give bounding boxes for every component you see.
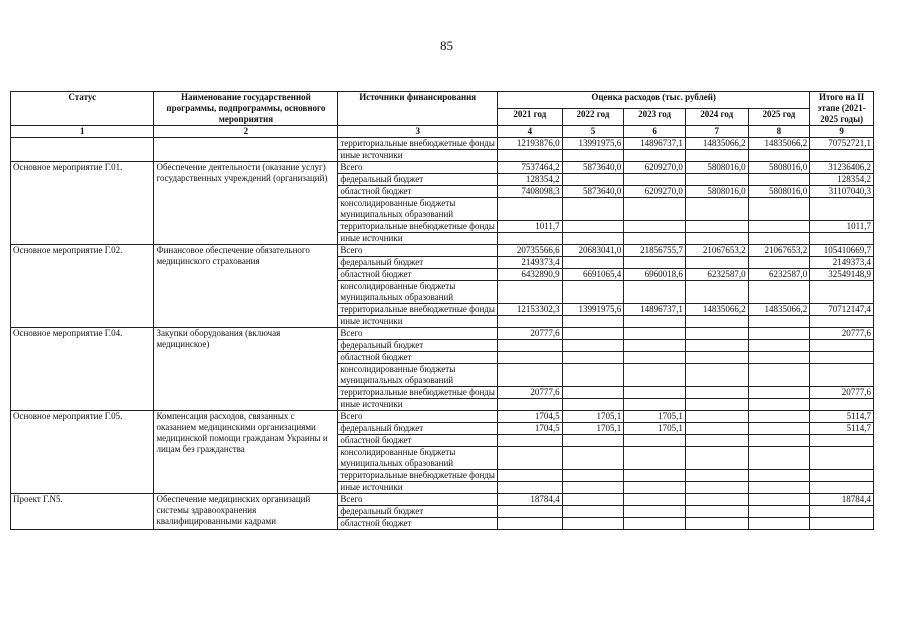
row-status: Основное мероприятие Г.01. <box>11 162 154 245</box>
year-value <box>748 506 810 518</box>
year-value: 13991975,6 <box>562 304 624 316</box>
year-value <box>748 257 810 269</box>
year-value <box>748 435 810 447</box>
year-value: 1704,5 <box>498 423 563 435</box>
funding-source: консолидированные бюджеты муниципальных образований <box>338 281 498 304</box>
total-value <box>810 506 874 518</box>
year-value <box>685 447 748 470</box>
year-value: 12193876,0 <box>498 138 563 150</box>
column-number: 2 <box>154 126 338 138</box>
year-value <box>562 387 624 399</box>
total-value <box>810 435 874 447</box>
table-row <box>11 494 874 506</box>
funding-source: Всего <box>338 411 498 423</box>
funding-source: территориальные внебюджетные фонды <box>338 221 498 233</box>
year-value <box>562 257 624 269</box>
year-value: 1705,1 <box>624 423 686 435</box>
funding-source: иные источники <box>338 150 498 162</box>
year-value <box>562 435 624 447</box>
funding-source: Всего <box>338 494 498 506</box>
column-number: 5 <box>562 126 624 138</box>
total-value <box>810 352 874 364</box>
year-value: 20777,6 <box>498 328 563 340</box>
row-status: Основное мероприятие Г.04. <box>11 328 154 411</box>
year-value: 20777,6 <box>498 387 563 399</box>
year-value <box>685 174 748 186</box>
year-value <box>685 387 748 399</box>
year-value: 6209270,0 <box>624 162 686 174</box>
year-value <box>498 399 563 411</box>
year-value <box>562 340 624 352</box>
table-row <box>11 162 874 174</box>
table-row <box>11 245 874 257</box>
funding-source: консолидированные бюджеты муниципальных образований <box>338 364 498 387</box>
total-value: 70712147,4 <box>810 304 874 316</box>
year-value: 6232587,0 <box>748 269 810 281</box>
year-value <box>562 506 624 518</box>
year-value <box>685 221 748 233</box>
total-value <box>810 399 874 411</box>
funding-source: областной бюджет <box>338 186 498 198</box>
year-value <box>498 364 563 387</box>
year-value: 12153302,3 <box>498 304 563 316</box>
year-value <box>748 411 810 423</box>
header-year: 2022 год <box>562 109 624 126</box>
year-value <box>624 233 686 245</box>
total-value: 70752721,1 <box>810 138 874 150</box>
year-value <box>685 423 748 435</box>
year-value <box>562 470 624 482</box>
year-value <box>685 411 748 423</box>
year-value <box>748 399 810 411</box>
year-value: 5808016,0 <box>748 162 810 174</box>
year-value <box>748 447 810 470</box>
year-value <box>748 482 810 494</box>
total-value: 32549148,9 <box>810 269 874 281</box>
year-value: 5808016,0 <box>748 186 810 198</box>
year-value: 14835066,2 <box>685 138 748 150</box>
total-value <box>810 198 874 221</box>
total-value <box>810 316 874 328</box>
year-value <box>624 352 686 364</box>
total-value <box>810 482 874 494</box>
year-value <box>498 447 563 470</box>
header-year: 2021 год <box>498 109 563 126</box>
year-value: 6432890,9 <box>498 269 563 281</box>
year-value <box>624 435 686 447</box>
row-status: Проект Г.N5. <box>11 494 154 530</box>
header-year: 2023 год <box>624 109 686 126</box>
header-estimate: Оценка расходов (тыс. рублей) <box>498 92 810 109</box>
year-value <box>562 352 624 364</box>
year-value: 1705,1 <box>624 411 686 423</box>
header-name: Наименование государственной программы, подпрограммы, основного мероприятия <box>154 92 338 126</box>
row-status <box>11 138 154 162</box>
total-value <box>810 364 874 387</box>
funding-source: федеральный бюджет <box>338 423 498 435</box>
year-value <box>624 328 686 340</box>
year-value: 14835066,2 <box>748 138 810 150</box>
total-value: 31107040,3 <box>810 186 874 198</box>
year-value: 6960018,6 <box>624 269 686 281</box>
total-value: 20777,6 <box>810 387 874 399</box>
year-value <box>748 150 810 162</box>
year-value <box>562 174 624 186</box>
year-value <box>748 352 810 364</box>
year-value: 2149373,4 <box>498 257 563 269</box>
year-value <box>624 506 686 518</box>
table-row <box>11 411 874 423</box>
table-body <box>11 138 874 530</box>
funding-source: Всего <box>338 328 498 340</box>
year-value <box>498 198 563 221</box>
column-number: 9 <box>810 126 874 138</box>
budget-table <box>10 91 874 530</box>
year-value <box>685 257 748 269</box>
year-value <box>748 423 810 435</box>
year-value: 14896737,1 <box>624 138 686 150</box>
year-value <box>562 233 624 245</box>
year-value <box>748 233 810 245</box>
year-value: 1011,7 <box>498 221 563 233</box>
year-value <box>748 387 810 399</box>
year-value <box>498 281 563 304</box>
total-value: 2149373,4 <box>810 257 874 269</box>
row-program-name: Обеспечение медицинских организаций системы здравоохранения квалифицированными кадрами <box>154 494 338 530</box>
column-number: 3 <box>338 126 498 138</box>
year-value <box>624 399 686 411</box>
year-value <box>498 340 563 352</box>
year-value <box>624 494 686 506</box>
header-year: 2024 год <box>685 109 748 126</box>
year-value: 14835066,2 <box>685 304 748 316</box>
year-value: 5873640,0 <box>562 186 624 198</box>
year-value <box>685 352 748 364</box>
year-value: 21067653,2 <box>748 245 810 257</box>
year-value <box>498 518 563 530</box>
total-value <box>810 340 874 352</box>
row-program-name <box>154 138 338 162</box>
funding-source: областной бюджет <box>338 269 498 281</box>
total-value: 105410669,7 <box>810 245 874 257</box>
header-year: 2025 год <box>748 109 810 126</box>
year-value <box>748 340 810 352</box>
year-value <box>685 518 748 530</box>
year-value <box>498 352 563 364</box>
column-number: 8 <box>748 126 810 138</box>
header-status: Статус <box>11 92 154 126</box>
year-value <box>624 257 686 269</box>
funding-source: областной бюджет <box>338 518 498 530</box>
total-value: 31236406,2 <box>810 162 874 174</box>
year-value <box>562 198 624 221</box>
year-value: 21067653,2 <box>685 245 748 257</box>
year-value <box>748 174 810 186</box>
total-value <box>810 518 874 530</box>
year-value: 18784,4 <box>498 494 563 506</box>
year-value <box>685 281 748 304</box>
column-number: 7 <box>685 126 748 138</box>
funding-source: иные источники <box>338 316 498 328</box>
total-value: 1011,7 <box>810 221 874 233</box>
row-program-name: Обеспечение деятельности (оказание услуг) государственных учреждений (организаций) <box>154 162 338 245</box>
year-value: 6232587,0 <box>685 269 748 281</box>
year-value <box>685 340 748 352</box>
year-value: 7408098,3 <box>498 186 563 198</box>
year-value: 20683041,0 <box>562 245 624 257</box>
year-value <box>748 316 810 328</box>
year-value <box>498 435 563 447</box>
total-value: 5114,7 <box>810 423 874 435</box>
total-value: 128354,2 <box>810 174 874 186</box>
total-value <box>810 281 874 304</box>
year-value <box>562 316 624 328</box>
year-value: 128354,2 <box>498 174 563 186</box>
year-value <box>685 150 748 162</box>
year-value <box>562 482 624 494</box>
funding-source: областной бюджет <box>338 435 498 447</box>
year-value <box>624 340 686 352</box>
year-value <box>685 482 748 494</box>
total-value <box>810 447 874 470</box>
header-total: Итого на II этапе (2021-2025 годы) <box>810 92 874 126</box>
year-value <box>562 447 624 470</box>
funding-source: иные источники <box>338 482 498 494</box>
year-value: 13991975,6 <box>562 138 624 150</box>
year-value <box>685 364 748 387</box>
year-value <box>685 316 748 328</box>
year-value <box>624 150 686 162</box>
year-value <box>624 447 686 470</box>
year-value <box>624 316 686 328</box>
year-value <box>624 364 686 387</box>
funding-source: федеральный бюджет <box>338 257 498 269</box>
year-value <box>498 482 563 494</box>
page-number: 85 <box>440 38 453 53</box>
funding-source: территориальные внебюджетные фонды <box>338 138 498 150</box>
year-value <box>562 518 624 530</box>
year-value: 1704,5 <box>498 411 563 423</box>
year-value: 14896737,1 <box>624 304 686 316</box>
year-value <box>748 281 810 304</box>
funding-source: территориальные внебюджетные фонды <box>338 304 498 316</box>
row-status: Основное мероприятие Г.05. <box>11 411 154 494</box>
year-value <box>498 470 563 482</box>
funding-source: консолидированные бюджеты муниципальных образований <box>338 198 498 221</box>
year-value <box>624 482 686 494</box>
year-value: 14835066,2 <box>748 304 810 316</box>
table-row <box>11 328 874 340</box>
funding-source: областной бюджет <box>338 352 498 364</box>
column-number: 4 <box>498 126 563 138</box>
year-value <box>562 494 624 506</box>
year-value <box>498 233 563 245</box>
year-value: 6691065,4 <box>562 269 624 281</box>
year-value <box>498 150 563 162</box>
year-value <box>685 399 748 411</box>
total-value <box>810 150 874 162</box>
year-value: 20735566,6 <box>498 245 563 257</box>
row-status: Основное мероприятие Г.02. <box>11 245 154 328</box>
funding-source: иные источники <box>338 233 498 245</box>
year-value <box>624 387 686 399</box>
year-value <box>685 506 748 518</box>
funding-source: федеральный бюджет <box>338 506 498 518</box>
year-value: 7537464,2 <box>498 162 563 174</box>
year-value <box>685 198 748 221</box>
year-value <box>748 328 810 340</box>
funding-source: федеральный бюджет <box>338 174 498 186</box>
year-value <box>748 364 810 387</box>
year-value <box>685 435 748 447</box>
year-value <box>562 221 624 233</box>
funding-source: иные источники <box>338 399 498 411</box>
year-value: 6209270,0 <box>624 186 686 198</box>
year-value <box>748 221 810 233</box>
total-value: 20777,6 <box>810 328 874 340</box>
year-value <box>685 328 748 340</box>
year-value <box>624 281 686 304</box>
funding-source: Всего <box>338 245 498 257</box>
total-value <box>810 470 874 482</box>
column-number: 6 <box>624 126 686 138</box>
year-value <box>624 174 686 186</box>
year-value: 5873640,0 <box>562 162 624 174</box>
year-value <box>748 518 810 530</box>
total-value <box>810 233 874 245</box>
funding-source: консолидированные бюджеты муниципальных образований <box>338 447 498 470</box>
year-value <box>748 494 810 506</box>
funding-source: Всего <box>338 162 498 174</box>
year-value <box>685 470 748 482</box>
year-value <box>562 399 624 411</box>
year-value: 5808016,0 <box>685 186 748 198</box>
year-value <box>748 198 810 221</box>
row-program-name: Компенсация расходов, связанных с оказанием медицинскими организациями медицинской помощи гражданам Украины и лицам без гражданства <box>154 411 338 494</box>
header-sources: Источники финансирования <box>338 92 498 126</box>
row-program-name: Финансовое обеспечение обязательного медицинского страхования <box>154 245 338 328</box>
column-number: 1 <box>11 126 154 138</box>
funding-source: территориальные внебюджетные фонды <box>338 470 498 482</box>
year-value <box>624 221 686 233</box>
year-value <box>498 316 563 328</box>
total-value: 5114,7 <box>810 411 874 423</box>
year-value <box>685 233 748 245</box>
year-value <box>562 150 624 162</box>
year-value <box>624 470 686 482</box>
year-value <box>562 281 624 304</box>
year-value: 1705,1 <box>562 423 624 435</box>
year-value <box>748 470 810 482</box>
table-row <box>11 138 874 150</box>
funding-source: территориальные внебюджетные фонды <box>338 387 498 399</box>
year-value <box>685 494 748 506</box>
total-value: 18784,4 <box>810 494 874 506</box>
year-value <box>624 518 686 530</box>
year-value <box>624 198 686 221</box>
row-program-name: Закупки оборудования (включая медицинское) <box>154 328 338 411</box>
year-value: 21856755,7 <box>624 245 686 257</box>
year-value <box>562 364 624 387</box>
year-value: 1705,1 <box>562 411 624 423</box>
year-value: 5808016,0 <box>685 162 748 174</box>
funding-source: федеральный бюджет <box>338 340 498 352</box>
year-value <box>498 506 563 518</box>
year-value <box>562 328 624 340</box>
